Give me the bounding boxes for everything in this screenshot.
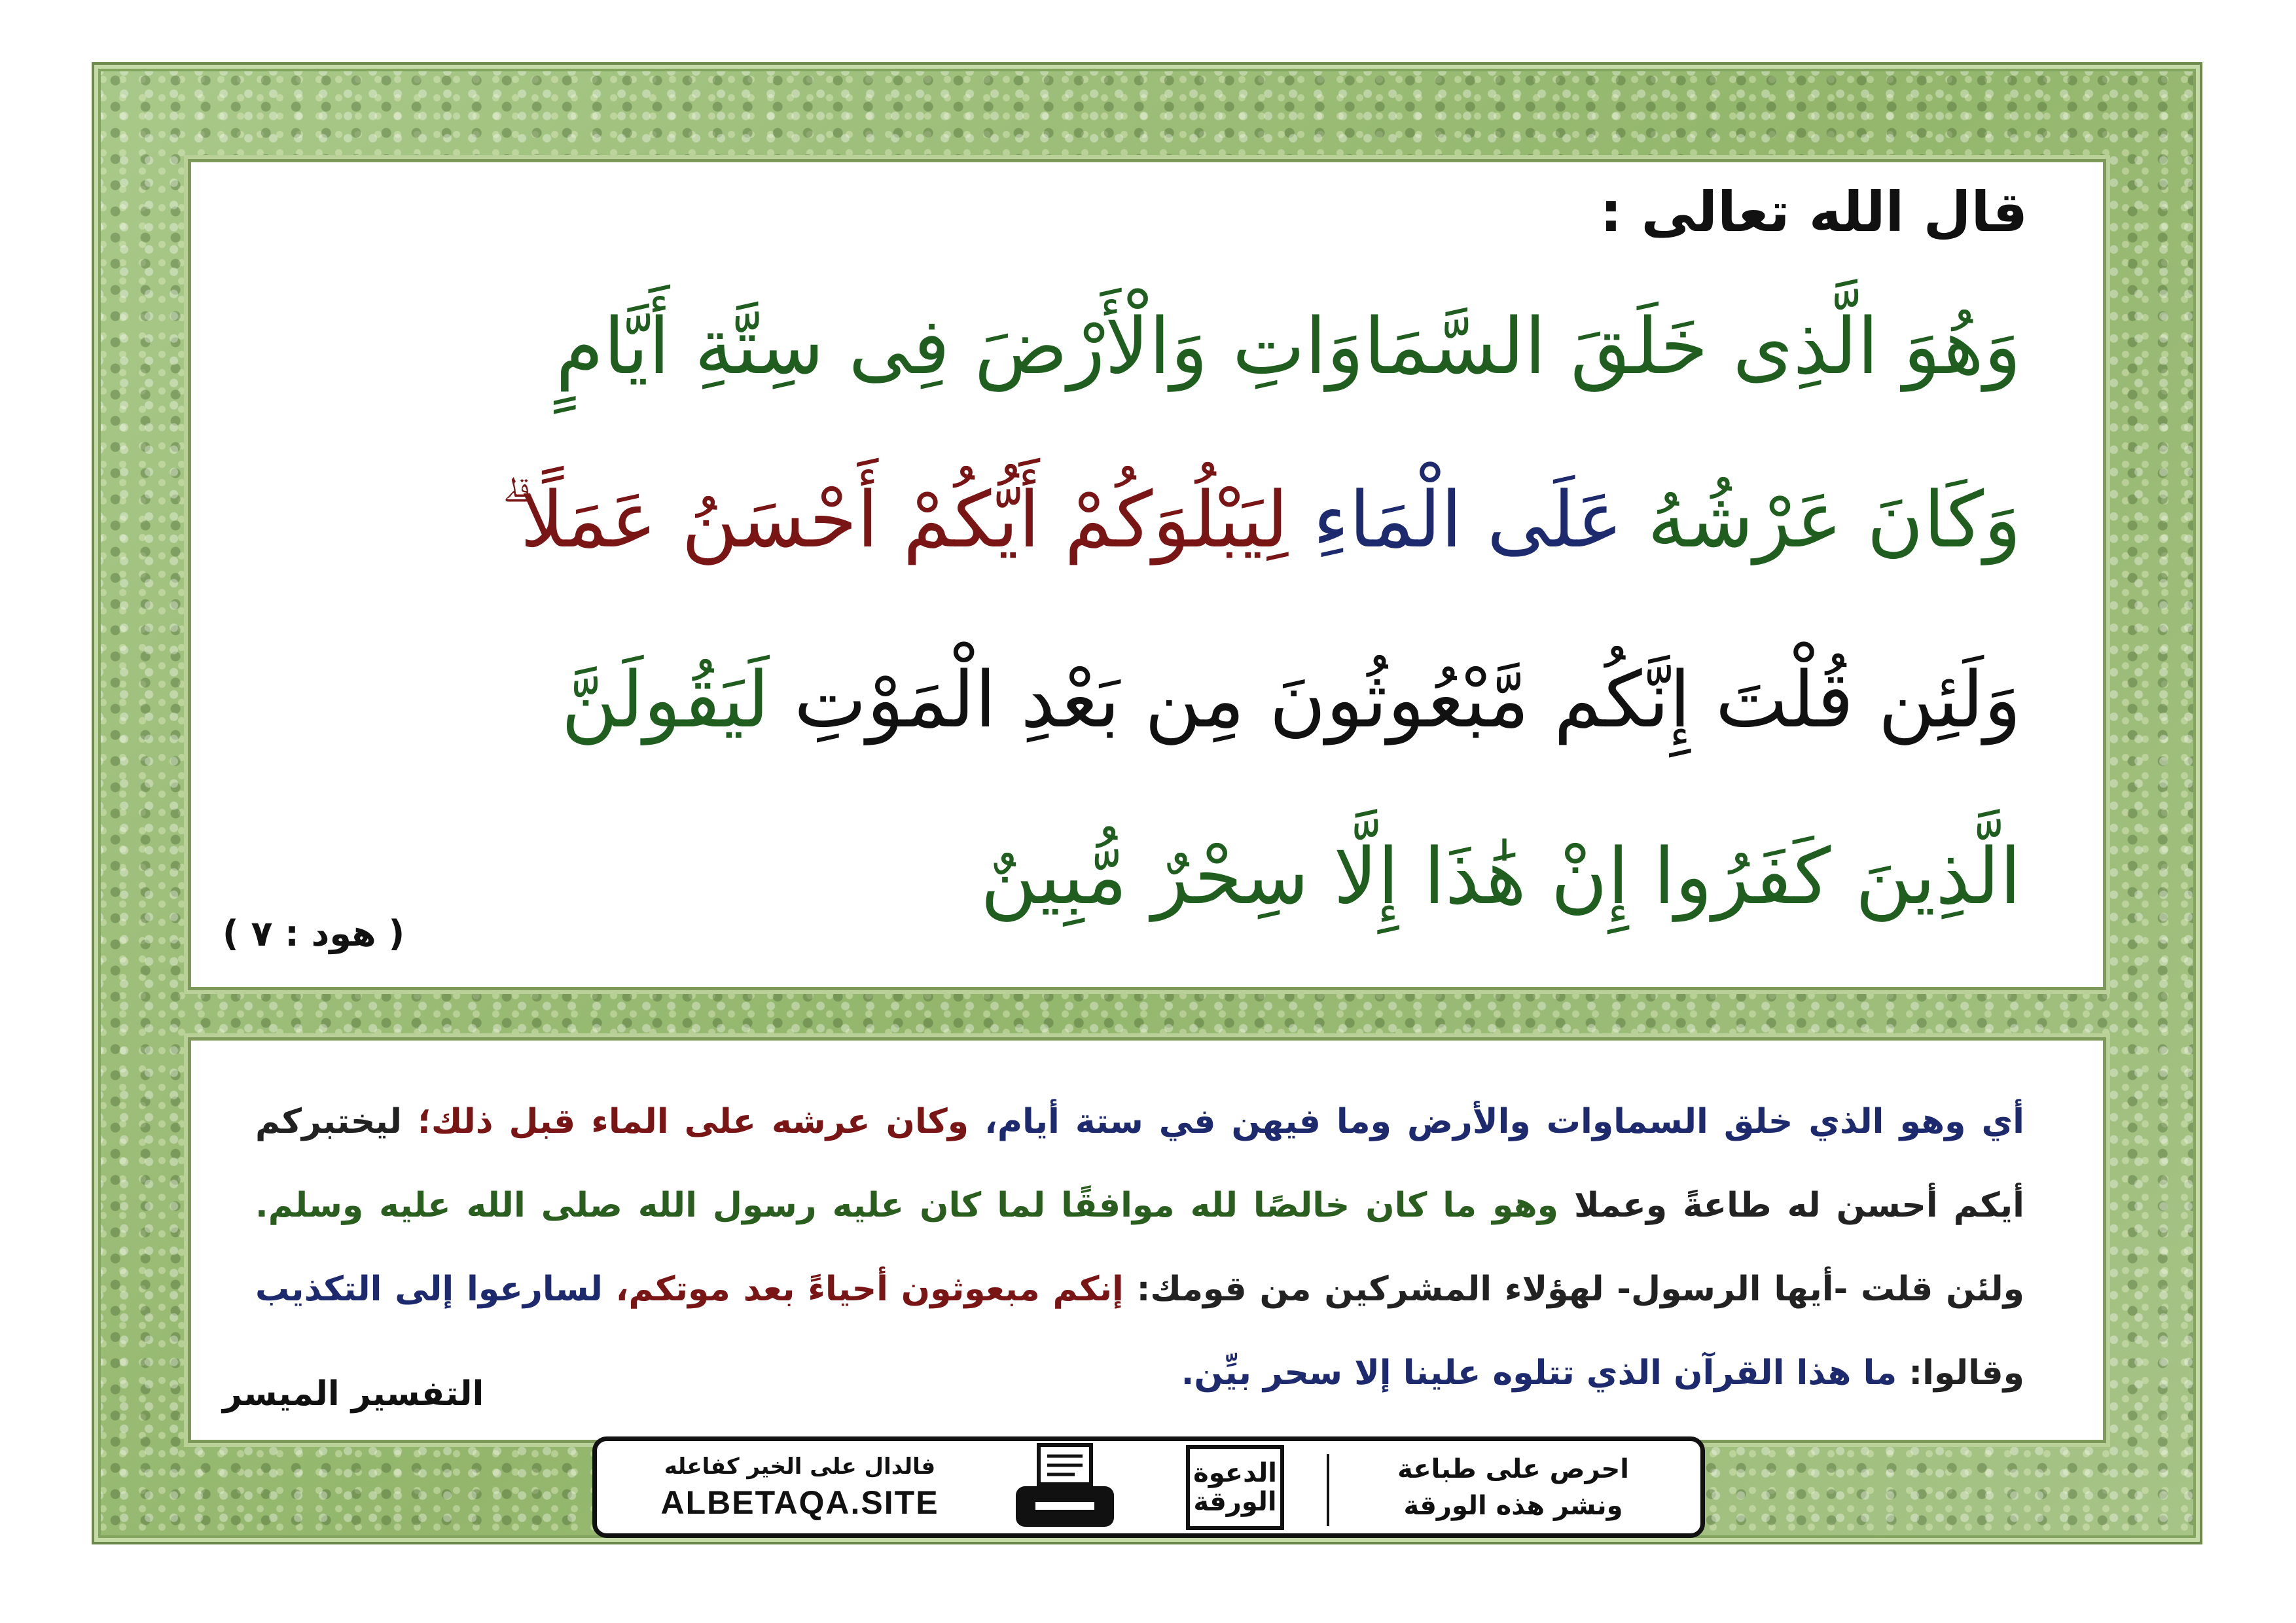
logo-line-2: الورقة — [1193, 1486, 1277, 1517]
footer-cta-block — [1330, 1441, 1696, 1533]
tafsir-part-9: ما هذا القرآن الذي تتلوه علينا إلا سحر بيِّن. — [1181, 1353, 1897, 1393]
tafsir-part-4: وهو ما كان خالصًا لله موافقًا لما كان عليه رسول الله صلى الله عليه وسلم. — [255, 1186, 1558, 1225]
verse-line-3 — [561, 654, 2022, 745]
verse-line-4: الَّذِينَ كَفَرُوا إِنْ هَٰذَا إِلَّا سِحْرٌ مُّبِينٌ — [980, 831, 2021, 921]
tafsir-part-6: إنكم مبعوثون أحياءً بعد موتكم، — [615, 1270, 1124, 1309]
tafsir-part-7: لسارعوا إلى التكذيب — [255, 1270, 616, 1309]
surah-reference: ( هود : ٧ ) — [223, 913, 405, 954]
intro-heading: قال الله تعالى : — [1600, 180, 2028, 244]
footer-cta-line-2: ونشر هذه الورقة — [1403, 1490, 1623, 1521]
verse-line-2 — [501, 474, 2021, 565]
tafsir-part-5: ولئن قلت -أيها الرسول- لهؤلاء المشركين من قومك: — [1123, 1270, 2024, 1309]
footer-site-link[interactable]: ALBETAQA.SITE — [660, 1484, 939, 1521]
verse-line-2-part-a: وَكَانَ عَرْشُهُ — [1623, 474, 2021, 565]
tafsir-text — [255, 1080, 2024, 1415]
verse-line-2-part-b: عَلَى الْمَاءِ — [1288, 474, 1623, 565]
verse-line-1: وَهُوَ الَّذِى خَلَقَ السَّمَاوَاتِ وَالْأَرْضَ فِى سِتَّةِ أَيَّامٍ — [555, 301, 2021, 391]
verse-line-3-part-b: لَيَقُولَنَّ — [561, 654, 770, 745]
logo-line-1: الدعوة — [1193, 1457, 1277, 1488]
footer-site-block — [617, 1441, 983, 1533]
footer-divider — [1327, 1454, 1329, 1526]
dawah-logo — [1160, 1441, 1310, 1533]
dawah-logo-box — [1186, 1445, 1284, 1530]
tafsir-part-2: وكان عرشه على الماء قبل ذلك؛ — [418, 1102, 969, 1141]
verse-line-2-part-c: لِيَبْلُوَكُمْ أَيُّكُمْ أَحْسَنُ عَمَلًا ۗ — [501, 474, 1289, 565]
verse-line-3-part-a: وَلَئِن قُلْتَ إِنَّكُم مَّبْعُوثُونَ مِن بَعْدِ الْمَوْتِ — [769, 654, 2021, 745]
tafsir-part-8: وقالوا: — [1897, 1353, 2024, 1393]
footer-cta-line-1: احرص على طباعة — [1397, 1454, 1629, 1484]
tafsir-part-3: ليختبركم أيكم أحسن له طاعةً وعملا — [255, 1102, 2025, 1225]
footer-banner — [592, 1436, 1705, 1538]
tafsir-source: التفسير الميسر — [223, 1374, 484, 1414]
footer-slogan: فالدال على الخير كفاعله — [664, 1453, 936, 1480]
printer-icon — [1003, 1441, 1127, 1533]
tafsir-part-1: أي وهو الذي خلق السماوات والأرض وما فيهن في ستة أيام، — [969, 1102, 2024, 1141]
